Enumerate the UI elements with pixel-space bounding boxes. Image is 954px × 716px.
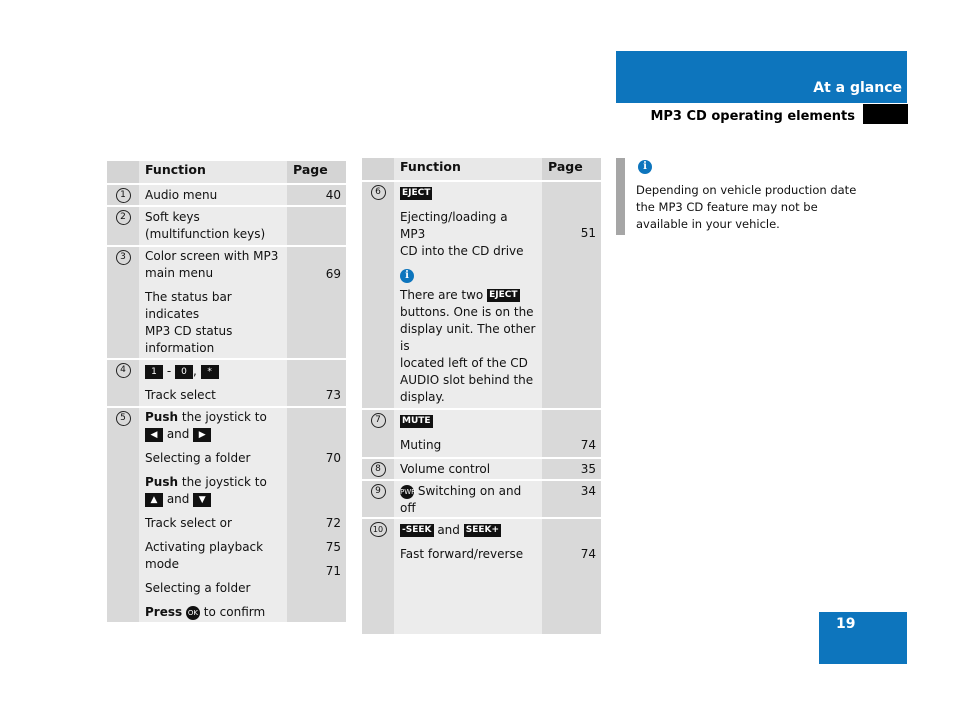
item-number: 10 [370, 522, 387, 537]
row-text: and [166, 492, 190, 506]
table-row [362, 480, 601, 518]
table-header [107, 161, 346, 184]
function-header: Function [139, 161, 287, 184]
table-row [107, 246, 346, 359]
row-text: Muting [400, 438, 442, 452]
table-row [107, 184, 346, 206]
row-text: Audio menu [145, 188, 218, 202]
header-marker [863, 104, 908, 124]
row-page: 74 [580, 547, 596, 561]
table-row [362, 458, 601, 480]
row-text: Activating playback mode [145, 540, 264, 571]
table-row [107, 407, 346, 623]
item-number: 1 [116, 188, 131, 203]
row-text: There are two [400, 288, 484, 302]
row-text: Volume control [400, 462, 491, 476]
push-label: Push [145, 475, 179, 489]
power-icon: PWR [400, 485, 414, 499]
row-text: Selecting a folder [145, 451, 251, 465]
page-number-box [819, 612, 907, 664]
row-text: and [437, 523, 460, 537]
table-row [107, 359, 346, 407]
item-number: 5 [116, 411, 131, 426]
row-text: Ejecting/loading a MP3 [400, 210, 508, 241]
row-page: 74 [580, 438, 596, 452]
row-text: Track select [145, 388, 216, 402]
row-text: Fast forward/reverse [400, 547, 524, 561]
key-star-icon: * [201, 365, 219, 379]
eject-icon: EJECT [402, 188, 431, 198]
row-text: the joystick to [181, 410, 267, 424]
row-page: 35 [580, 462, 596, 476]
item-number: 3 [116, 250, 131, 265]
arrow-down-icon: ▼ [193, 493, 211, 507]
seek-forward-icon: SEEK+ [465, 525, 500, 535]
press-label: Press [145, 605, 183, 619]
item-number: 9 [371, 484, 386, 499]
table-row [362, 518, 601, 635]
row-text: and [166, 427, 190, 441]
page-header: Page [542, 158, 601, 181]
note-text: the MP3 CD feature may not be [636, 200, 818, 214]
table-row [362, 409, 601, 458]
item-number: 6 [371, 185, 386, 200]
row-text: The status bar indicates [145, 290, 232, 321]
eject-icon: EJECT [489, 290, 518, 300]
page-number: 19 [836, 616, 856, 632]
row-page: 69 [325, 267, 341, 281]
left-function-table [107, 161, 346, 624]
row-page: 70 [325, 451, 341, 465]
arrow-up-icon: ▲ [145, 493, 163, 507]
separator: - [166, 364, 172, 378]
page-header: Page [287, 161, 346, 184]
row-text: buttons. One is on the [400, 305, 534, 319]
note-text: Depending on vehicle production date [636, 183, 857, 197]
info-icon: i [400, 269, 414, 283]
subsection-title: MP3 CD operating elements [650, 109, 855, 124]
note-bar [616, 158, 625, 235]
row-page: 73 [325, 388, 341, 402]
mute-icon: MUTE [402, 416, 431, 426]
push-label: Push [145, 410, 179, 424]
note-text: available in your vehicle. [636, 217, 780, 231]
row-text: main menu [145, 266, 214, 280]
right-function-table [362, 158, 601, 636]
row-text: Color screen with MP3 [145, 249, 279, 263]
table-row [107, 206, 346, 246]
info-icon: i [638, 160, 652, 174]
row-text: CD into the CD drive [400, 244, 524, 258]
row-page: 72 [325, 516, 341, 530]
row-page: 34 [580, 484, 596, 498]
row-text: information [145, 341, 215, 355]
row-text: Selecting a folder [145, 581, 251, 595]
row-text: Track select or [145, 516, 232, 530]
row-text: Soft keys [145, 210, 200, 224]
table-row [362, 181, 601, 409]
row-text: AUDIO slot behind the [400, 373, 534, 387]
row-text: Switching on and off [400, 484, 522, 515]
seek-back-icon: -SEEK [402, 525, 432, 535]
table-header [362, 158, 601, 181]
item-number: 8 [371, 462, 386, 477]
row-text: located left of the CD [400, 356, 528, 370]
row-page: 51 [580, 226, 596, 240]
item-number: 7 [371, 413, 386, 428]
row-page: 75 [325, 540, 341, 554]
row-text: display unit. The other is [400, 322, 536, 353]
function-header: Function [394, 158, 542, 181]
row-text: (multifunction keys) [145, 227, 266, 241]
separator: , [193, 364, 197, 378]
ok-button-icon: OK [186, 606, 200, 620]
row-text: to confirm [203, 605, 266, 619]
key-1-icon: 1 [145, 365, 163, 379]
row-text: display. [400, 390, 445, 404]
row-page: 40 [325, 188, 341, 202]
key-0-icon: 0 [175, 365, 193, 379]
arrow-left-icon: ◀ [145, 428, 163, 442]
section-title: At a glance [813, 80, 902, 96]
row-page: 71 [325, 564, 341, 578]
row-text: MP3 CD status [145, 324, 233, 338]
item-number: 2 [116, 210, 131, 225]
arrow-right-icon: ▶ [193, 428, 211, 442]
row-text: the joystick to [181, 475, 267, 489]
item-number: 4 [116, 363, 131, 378]
